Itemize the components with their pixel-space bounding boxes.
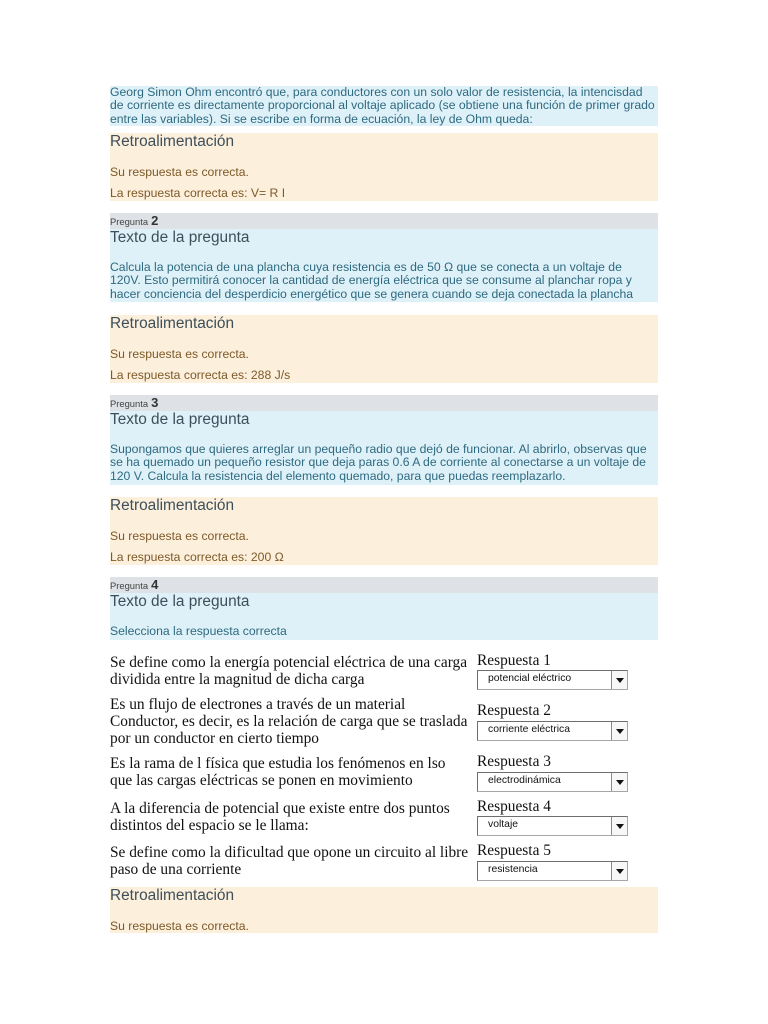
- question-number: 4: [151, 577, 159, 592]
- question-4-feedback: [110, 887, 658, 933]
- answer-cell: [476, 753, 632, 792]
- matching-table: [110, 649, 658, 884]
- answer-label: Respuesta 4: [477, 797, 551, 815]
- question-1-feedback: [110, 133, 658, 201]
- answer-label: Respuesta 2: [477, 702, 551, 720]
- match-stem: A la diferencia de potencial que existe entre dos puntos distintos del espacio se le llama:: [110, 799, 450, 834]
- question-4-text-box: [110, 593, 658, 640]
- match-stem: Es un flujo de electrones a través de un material Conductor, es decir, es la relación de carga que se traslada por un conductor en cierto tiempo: [110, 696, 468, 747]
- question-label: Pregunta: [110, 216, 149, 227]
- selected-value: resistencia: [488, 863, 538, 875]
- chevron-down-icon[interactable]: [611, 817, 627, 835]
- match-row: [110, 649, 658, 694]
- feedback-status: Su respuesta es correcta.: [110, 347, 249, 361]
- answer-label: Respuesta 1: [477, 651, 551, 669]
- selected-value: corriente eléctrica: [488, 723, 571, 735]
- selected-value: electrodinámica: [488, 774, 561, 786]
- answer-5-select[interactable]: [477, 861, 628, 881]
- selected-value: potencial eléctrico: [488, 673, 572, 684]
- feedback-correct-answer: La respuesta correcta es: V= R I: [110, 186, 286, 200]
- answer-3-select[interactable]: [477, 772, 628, 792]
- question-1-text-box: [110, 86, 658, 126]
- feedback-heading: Retroalimentación: [110, 315, 235, 332]
- question-label: Pregunta: [110, 580, 149, 591]
- match-row: [110, 693, 658, 750]
- question-text-heading: Texto de la pregunta: [110, 411, 250, 428]
- chevron-down-icon[interactable]: [611, 722, 627, 740]
- feedback-correct-answer: La respuesta correcta es: 200 Ω: [110, 550, 284, 564]
- answer-1-select[interactable]: [477, 670, 628, 690]
- question-3-feedback: [110, 497, 658, 565]
- quiz-content: [110, 86, 658, 933]
- chevron-down-icon[interactable]: [611, 773, 627, 791]
- answer-label: Respuesta 3: [477, 753, 551, 770]
- question-label: Pregunta: [110, 398, 149, 409]
- answer-label: Respuesta 5: [477, 842, 551, 859]
- question-2-text-box: [110, 229, 658, 302]
- question-1-text: Georg Simon Ohm encontró que, para conductores con un solo valor de resistencia, la intencisdad de corriente es directamente proporcional al voltaje aplicado (se obtiene una función de primer grado entre las variables). Si se escribe en forma de ecuación, la ley de Ohm queda:: [110, 85, 655, 126]
- question-number: 2: [151, 213, 159, 228]
- answer-cell: [476, 798, 632, 837]
- answer-cell: [476, 652, 632, 691]
- answer-2-select[interactable]: [477, 721, 628, 741]
- question-3-text: Supongamos que quieres arreglar un pequeño radio que dejó de funcionar. Al abrirlo, observas que se ha quemado un pequeño resistor que deja paras 0.6 A de corriente al conectarse a un voltaje de 120 V. Calcula la resistencia del elemento quemado, para que puedas reemplazarlo.: [110, 442, 647, 483]
- feedback-status: Su respuesta es correcta.: [110, 165, 249, 179]
- chevron-down-icon[interactable]: [611, 862, 627, 880]
- feedback-heading: Retroalimentación: [110, 887, 235, 904]
- question-number: 3: [151, 395, 159, 410]
- question-2-feedback: [110, 315, 658, 383]
- question-3-text-box: [110, 411, 658, 485]
- question-text-heading: Texto de la pregunta: [110, 593, 250, 610]
- question-2-text: Calcula la potencia de una plancha cuya resistencia es de 50 Ω que se conecta a un voltaje de 120V. Esto permitirá conocer la cantidad de energía eléctrica que se consume al planchar ropa y hacer conciencia del desperdicio energético que se genera cuando se deja conectada la plancha: [110, 260, 634, 301]
- question-3-header: [110, 395, 658, 411]
- answer-cell: [476, 842, 632, 881]
- question-text-heading: Texto de la pregunta: [110, 229, 250, 246]
- question-2-header: [110, 213, 658, 229]
- match-row: [110, 750, 658, 795]
- feedback-status: Su respuesta es correcta.: [110, 919, 249, 933]
- feedback-correct-answer: La respuesta correcta es: 288 J/s: [110, 368, 291, 382]
- match-stem: Se define como la energía potencial eléctrica de una carga dividida entre la magnitud de dicha carga: [110, 653, 468, 688]
- match-row: [110, 839, 658, 884]
- question-4-header: [110, 577, 658, 593]
- answer-4-select[interactable]: [477, 816, 628, 836]
- selected-value: voltaje: [488, 819, 519, 830]
- answer-cell: [476, 702, 632, 741]
- question-4-text: Selecciona la respuesta correcta: [110, 624, 287, 638]
- match-stem: Es la rama de l física que estudia los fenómenos en lso que las cargas eléctricas se ponen en movimiento: [110, 755, 446, 790]
- feedback-status: Su respuesta es correcta.: [110, 529, 249, 543]
- feedback-heading: Retroalimentación: [110, 133, 235, 150]
- feedback-heading: Retroalimentación: [110, 497, 235, 514]
- match-row: [110, 795, 658, 840]
- chevron-down-icon[interactable]: [611, 671, 627, 689]
- match-stem: Se define como la dificultad que opone un circuito al libre paso de una corriente: [110, 844, 469, 879]
